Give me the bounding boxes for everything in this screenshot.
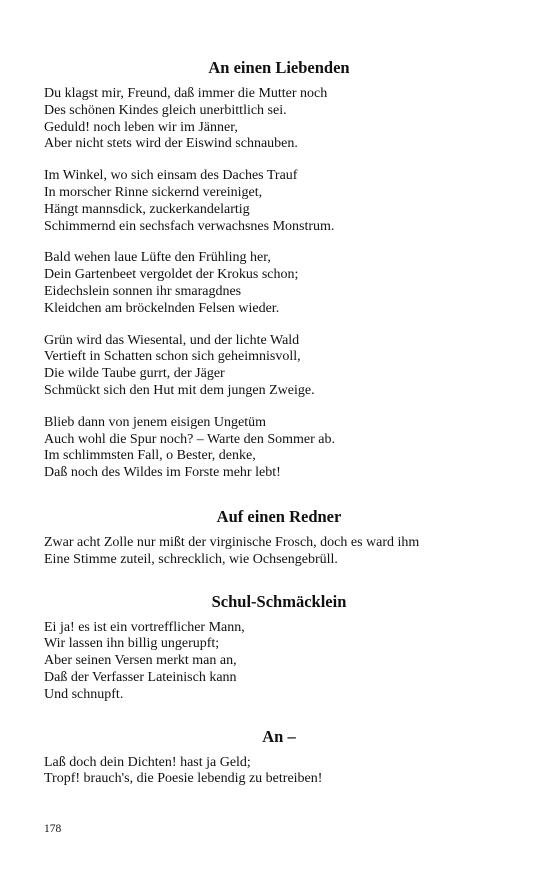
verse-line: Bald wehen laue Lüfte den Frühling her,	[44, 250, 271, 266]
verse-line: Laß doch dein Dichten! hast ja Geld;	[44, 754, 251, 770]
verse-line: In morscher Rinne sickernd vereiniget,	[44, 184, 263, 200]
verse-line: Dein Gartenbeet vergoldet der Krokus schon;	[44, 267, 299, 283]
verse-line: Eidechslein sonnen ihr smaragdnes	[44, 283, 242, 299]
poem-title: Auf einen Redner	[216, 506, 342, 526]
verse-line: Aber nicht stets wird der Eiswind schnauben.	[44, 136, 298, 152]
verse-line: Schimmernd ein sechsfach verwachsnes Monstrum.	[44, 218, 335, 234]
verse-line: Im Winkel, wo sich einsam des Daches Trauf	[44, 168, 298, 184]
verse-line: Des schönen Kindes gleich unerbittlich sei.	[44, 102, 287, 118]
verse-line: Ei ja! es ist ein vortrefflicher Mann,	[44, 619, 245, 635]
stanza	[44, 415, 514, 482]
stanza	[44, 620, 514, 704]
verse-line: Die wilde Taube gurrt, der Jäger	[44, 366, 225, 382]
page-number: 178	[44, 823, 62, 835]
verse-line: Vertieft in Schatten schon sich geheimnisvoll,	[44, 349, 301, 365]
verse-line: Hängt mannsdick, zuckerkandelartig	[44, 201, 250, 217]
poem-title: Schul-Schmäcklein	[211, 591, 347, 611]
poem-title: An –	[262, 726, 296, 746]
stanza	[44, 535, 514, 569]
stanza	[44, 168, 514, 235]
verse-line: Und schnupft.	[44, 686, 124, 702]
stanza	[44, 86, 514, 153]
verse-line: Aber seinen Versen merkt man an,	[44, 653, 237, 669]
verse-line: Eine Stimme zuteil, schrecklich, wie Ochsengebrüll.	[44, 551, 338, 567]
page-content	[44, 58, 514, 788]
verse-line: Wir lassen ihn billig ungerupft;	[44, 636, 220, 652]
verse-line: Blieb dann von jenem eisigen Ungetüm	[44, 414, 267, 430]
verse-line: Daß der Verfasser Lateinisch kann	[44, 669, 237, 685]
stanza	[44, 755, 514, 789]
verse-line: Im schlimmsten Fall, o Bester, denke,	[44, 448, 256, 464]
stanza	[44, 333, 514, 400]
verse-line: Kleidchen am bröckelnden Felsen wieder.	[44, 300, 280, 316]
verse-line: Schmückt sich den Hut mit dem jungen Zweige.	[44, 382, 315, 398]
verse-line: Grün wird das Wiesental, und der lichte Wald	[44, 332, 300, 348]
stanza	[44, 250, 514, 317]
verse-line: Daß noch des Wildes im Forste mehr lebt!	[44, 465, 281, 481]
poem-title: An einen Liebenden	[208, 58, 350, 77]
verse-line: Auch wohl die Spur noch? – Warte den Sommer ab.	[44, 431, 335, 447]
verse-line: Tropf! brauch's, die Poesie lebendig zu betreiben!	[44, 771, 323, 787]
verse-line: Geduld! noch leben wir im Jänner,	[44, 119, 238, 135]
verse-line: Du klagst mir, Freund, daß immer die Mutter noch	[44, 86, 328, 101]
verse-line: Zwar acht Zolle nur mißt der virginische Frosch, doch es ward ihm	[44, 534, 420, 550]
